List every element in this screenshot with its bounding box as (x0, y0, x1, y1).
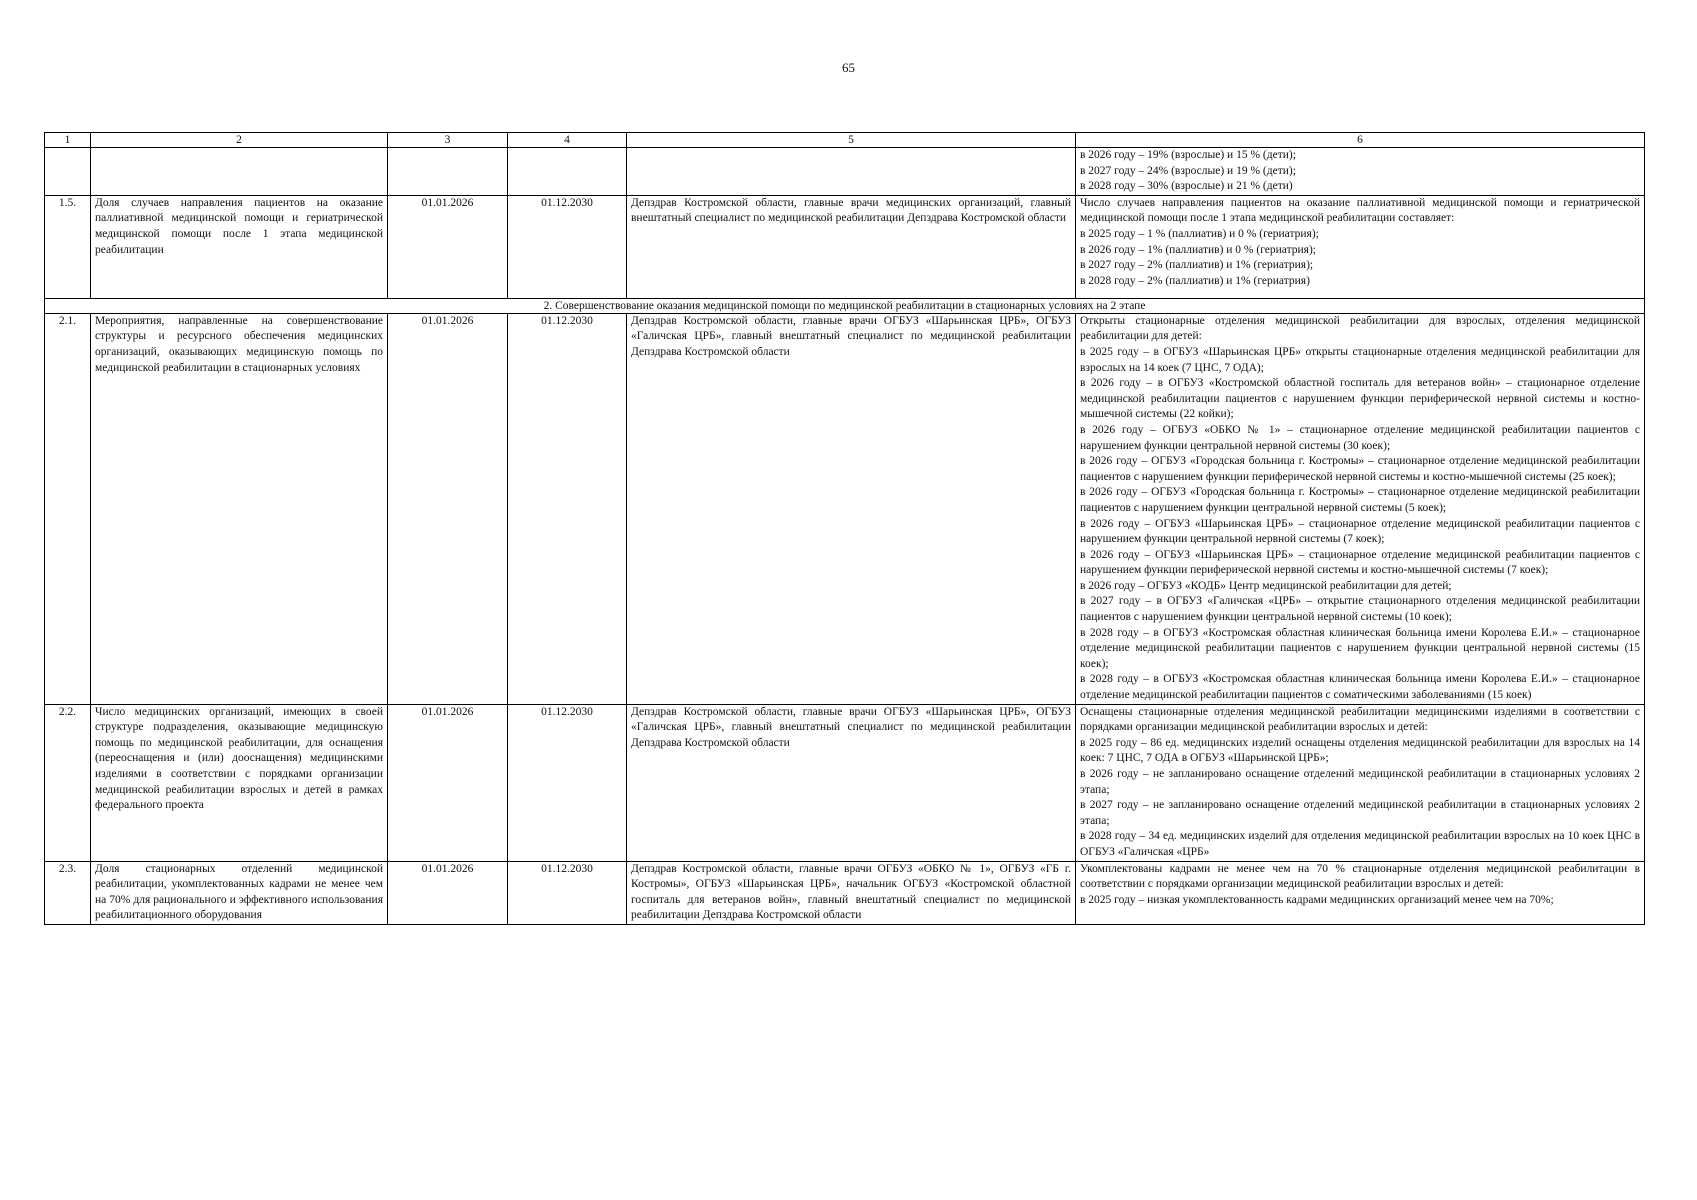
end-date: 01.12.2030 (508, 704, 627, 861)
result-line: в 2027 году – в ОГБУЗ «Галичская «ЦРБ» – открытие стационарного отделения медицинской реабилитации пациентов с нарушением функции центральной нервной системы (10 коек); (1080, 595, 1640, 624)
result-line: в 2026 году – ОГБУЗ «Городская больница г. Костромы» – стационарное отделение медицинской реабилитации пациентов с нарушением функции периферической нервной системы и костно-мышечной системы (25 коек); (1080, 455, 1640, 483)
result-line: в 2026 году – ОГБУЗ «Шарьинская ЦРБ» – стационарное отделение медицинской реабилитации пациентов с нарушением функции центральной нервной системы (7 коек); (1080, 517, 1640, 546)
result-line: в 2026 году – ОГБУЗ «Городская больница г. Костромы» – стационарное отделение медицинской реабилитации пациентов с нарушением функции центральной нервной системы (5 коек); (1080, 486, 1640, 514)
result-line: в 2026 году – ОГБУЗ «КОДБ» Центр медицинской реабилитации для детей; (1080, 579, 1452, 592)
table-row (45, 148, 1645, 196)
result-line: Укомплектованы кадрами не менее чем на 70 % стационарные отделения медицинской реабилитации в соответствии с порядками организации медицинской реабилитации взрослых и детей: (1080, 862, 1640, 891)
column-header: 2 (91, 133, 388, 148)
column-header: 5 (627, 133, 1076, 148)
row-number: 2.3. (45, 861, 91, 924)
start-date: 01.01.2026 (388, 704, 508, 861)
result-line: в 2028 году – 30% (взрослые) и 21 % (дети) (1080, 180, 1293, 193)
responsible: Депздрав Костромской области, главные врачи ОГБУЗ «ОБКО № 1», ОГБУЗ «ГБ г. Костромы», ОГБУЗ «Шарьинская ЦРБ», начальник ОГБУЗ «Костромской областной госпиталь для ветеранов войн», главный внештатный специалист по медицинской реабилитации Депздрава Костромской области (627, 861, 1076, 924)
result-line: в 2026 году – в ОГБУЗ «Костромской областной госпиталь для ветеранов войн» – стационарное отделение медицинской реабилитации пациентов с нарушением функции периферической нервной системы и костно-мышечной системы (22 койки); (1080, 377, 1640, 421)
result-line: в 2026 году – 1% (паллиатив) и 0 % (гериатрия); (1080, 243, 1316, 256)
result-line: в 2026 году – 19% (взрослые) и 15 % (дети); (1080, 149, 1296, 161)
result-line: в 2025 году – низкая укомплектованность кадрами медицинских организаций менее чем на 70%; (1080, 893, 1554, 906)
row-number (45, 148, 91, 196)
row-number: 1.5. (45, 195, 91, 298)
table-row (45, 861, 1645, 924)
measure-name: Доля случаев направления пациентов на оказание паллиативной медицинской помощи и гериатрической медицинской помощи после 1 этапа медицинской реабилитации (91, 195, 388, 298)
result-line: в 2026 году – ОГБУЗ «Шарьинская ЦРБ» – стационарное отделение медицинской реабилитации пациентов с нарушением функции периферической нервной системы и костно-мышечной системы (7 коек); (1080, 548, 1640, 577)
result-cell (1076, 195, 1645, 298)
end-date (508, 148, 627, 196)
table-row (45, 313, 1645, 704)
column-header: 4 (508, 133, 627, 148)
column-header: 3 (388, 133, 508, 148)
column-header: 1 (45, 133, 91, 148)
result-line: в 2028 году – 34 ед. медицинских изделий для отделения медицинской реабилитации взрослых на 10 коек ЦНС в ОГБУЗ «Галичская «ЦРБ» (1080, 830, 1640, 858)
measure-name: Доля стационарных отделений медицинской реабилитации, укомплектованных кадрами не менее чем на 70% для рационального и эффективного использования реабилитационного оборудования (91, 861, 388, 924)
result-line: Открыты стационарные отделения медицинской реабилитации для взрослых, отделения медицинской реабилитации для детей: (1080, 314, 1640, 343)
start-date (388, 148, 508, 196)
plan-table (44, 132, 1645, 925)
result-line: в 2028 году – 2% (паллиатив) и 1% (гериатрия) (1080, 274, 1310, 287)
result-cell (1076, 861, 1645, 924)
start-date: 01.01.2026 (388, 861, 508, 924)
result-line: в 2025 году – 86 ед. медицинских изделий оснащены отделения медицинской реабилитации для взрослых на 14 коек: 7 ЦНС, 7 ОДА в ОГБУЗ «Шарьинской ЦРБ»; (1080, 736, 1640, 765)
end-date: 01.12.2030 (508, 313, 627, 704)
result-line: в 2028 году – в ОГБУЗ «Костромская областная клиническая больница имени Королева Е.И.» – стационарное отделение медицинской реабилитации пациентов с нарушением функции центральной нервной системы (15 коек); (1080, 626, 1640, 670)
result-line: в 2027 году – не запланировано оснащение отделений медицинской реабилитации в стационарных условиях 2 этапа; (1080, 799, 1640, 827)
row-number: 2.1. (45, 313, 91, 704)
result-cell (1076, 313, 1645, 704)
result-line: в 2025 году – в ОГБУЗ «Шарьинская ЦРБ» открыты стационарные отделения медицинской реабилитации для взрослых на 14 коек (7 ЦНС, 7 ОДА); (1080, 345, 1640, 374)
column-header-row (45, 133, 1645, 148)
responsible (627, 148, 1076, 196)
responsible: Депздрав Костромской области, главные врачи медицинских организаций, главный внештатный специалист по медицинской реабилитации Депздрава Костромской области (627, 195, 1076, 298)
start-date: 01.01.2026 (388, 195, 508, 298)
measure-name: Число медицинских организаций, имеющих в своей структуре подразделения, оказывающие медицинскую помощь по медицинской реабилитации, для оснащения (переоснащения и (или) дооснащения) медицинскими изделиями в соответствии с порядками организации медицинской реабилитации взрослых и детей в рамках федерального проекта (91, 704, 388, 861)
measure-name (91, 148, 388, 196)
result-line: в 2027 году – 2% (паллиатив) и 1% (гериатрия); (1080, 259, 1314, 272)
start-date: 01.01.2026 (388, 313, 508, 704)
end-date: 01.12.2030 (508, 861, 627, 924)
result-line: в 2026 году – не запланировано оснащение отделений медицинской реабилитации в стационарных условиях 2 этапа; (1080, 768, 1640, 796)
responsible: Депздрав Костромской области, главные врачи ОГБУЗ «Шарьинская ЦРБ», ОГБУЗ «Галичская ЦРБ», главный внештатный специалист по медицинской реабилитации Депздрава Костромской области (627, 704, 1076, 861)
page-number: 65 (842, 60, 855, 75)
result-line: в 2027 году – 24% (взрослые) и 19 % (дети); (1080, 164, 1296, 177)
table-row (45, 195, 1645, 298)
result-line: в 2026 году – ОГБУЗ «ОБКО № 1» – стационарное отделение медицинской реабилитации пациентов с нарушением функции центральной нервной системы (30 коек); (1080, 423, 1640, 452)
section-title: 2. Совершенствование оказания медицинской помощи по медицинской реабилитации в стационарных условиях на 2 этапе (45, 298, 1645, 313)
table-row (45, 704, 1645, 861)
responsible: Депздрав Костромской области, главные врачи ОГБУЗ «Шарьинская ЦРБ», ОГБУЗ «Галичская ЦРБ», главный внештатный специалист по медицинской реабилитации Депздрава Костромской области (627, 313, 1076, 704)
result-cell (1076, 704, 1645, 861)
column-header: 6 (1076, 133, 1645, 148)
result-line: в 2025 году – 1 % (паллиатив) и 0 % (гериатрия); (1080, 227, 1319, 240)
result-line: Оснащены стационарные отделения медицинской реабилитации медицинскими изделиями в соответствии с порядками организации медицинской реабилитации взрослых и детей: (1080, 705, 1640, 734)
row-number: 2.2. (45, 704, 91, 861)
measure-name: Мероприятия, направленные на совершенствование структуры и ресурсного обеспечения медицинских организаций, оказывающих медицинскую помощь по медицинской реабилитации в стационарных условиях (91, 313, 388, 704)
end-date: 01.12.2030 (508, 195, 627, 298)
section-row (45, 298, 1645, 313)
result-cell (1076, 148, 1645, 196)
result-line: в 2028 году – в ОГБУЗ «Костромская областная клиническая больница имени Королева Е.И.» – стационарное отделение медицинской реабилитации пациентов с соматическими заболеваниями (15 коек) (1080, 673, 1640, 702)
result-line: Число случаев направления пациентов на оказание паллиативной медицинской помощи и гериатрической медицинской помощи после 1 этапа медицинской реабилитации составляет: (1080, 196, 1640, 225)
